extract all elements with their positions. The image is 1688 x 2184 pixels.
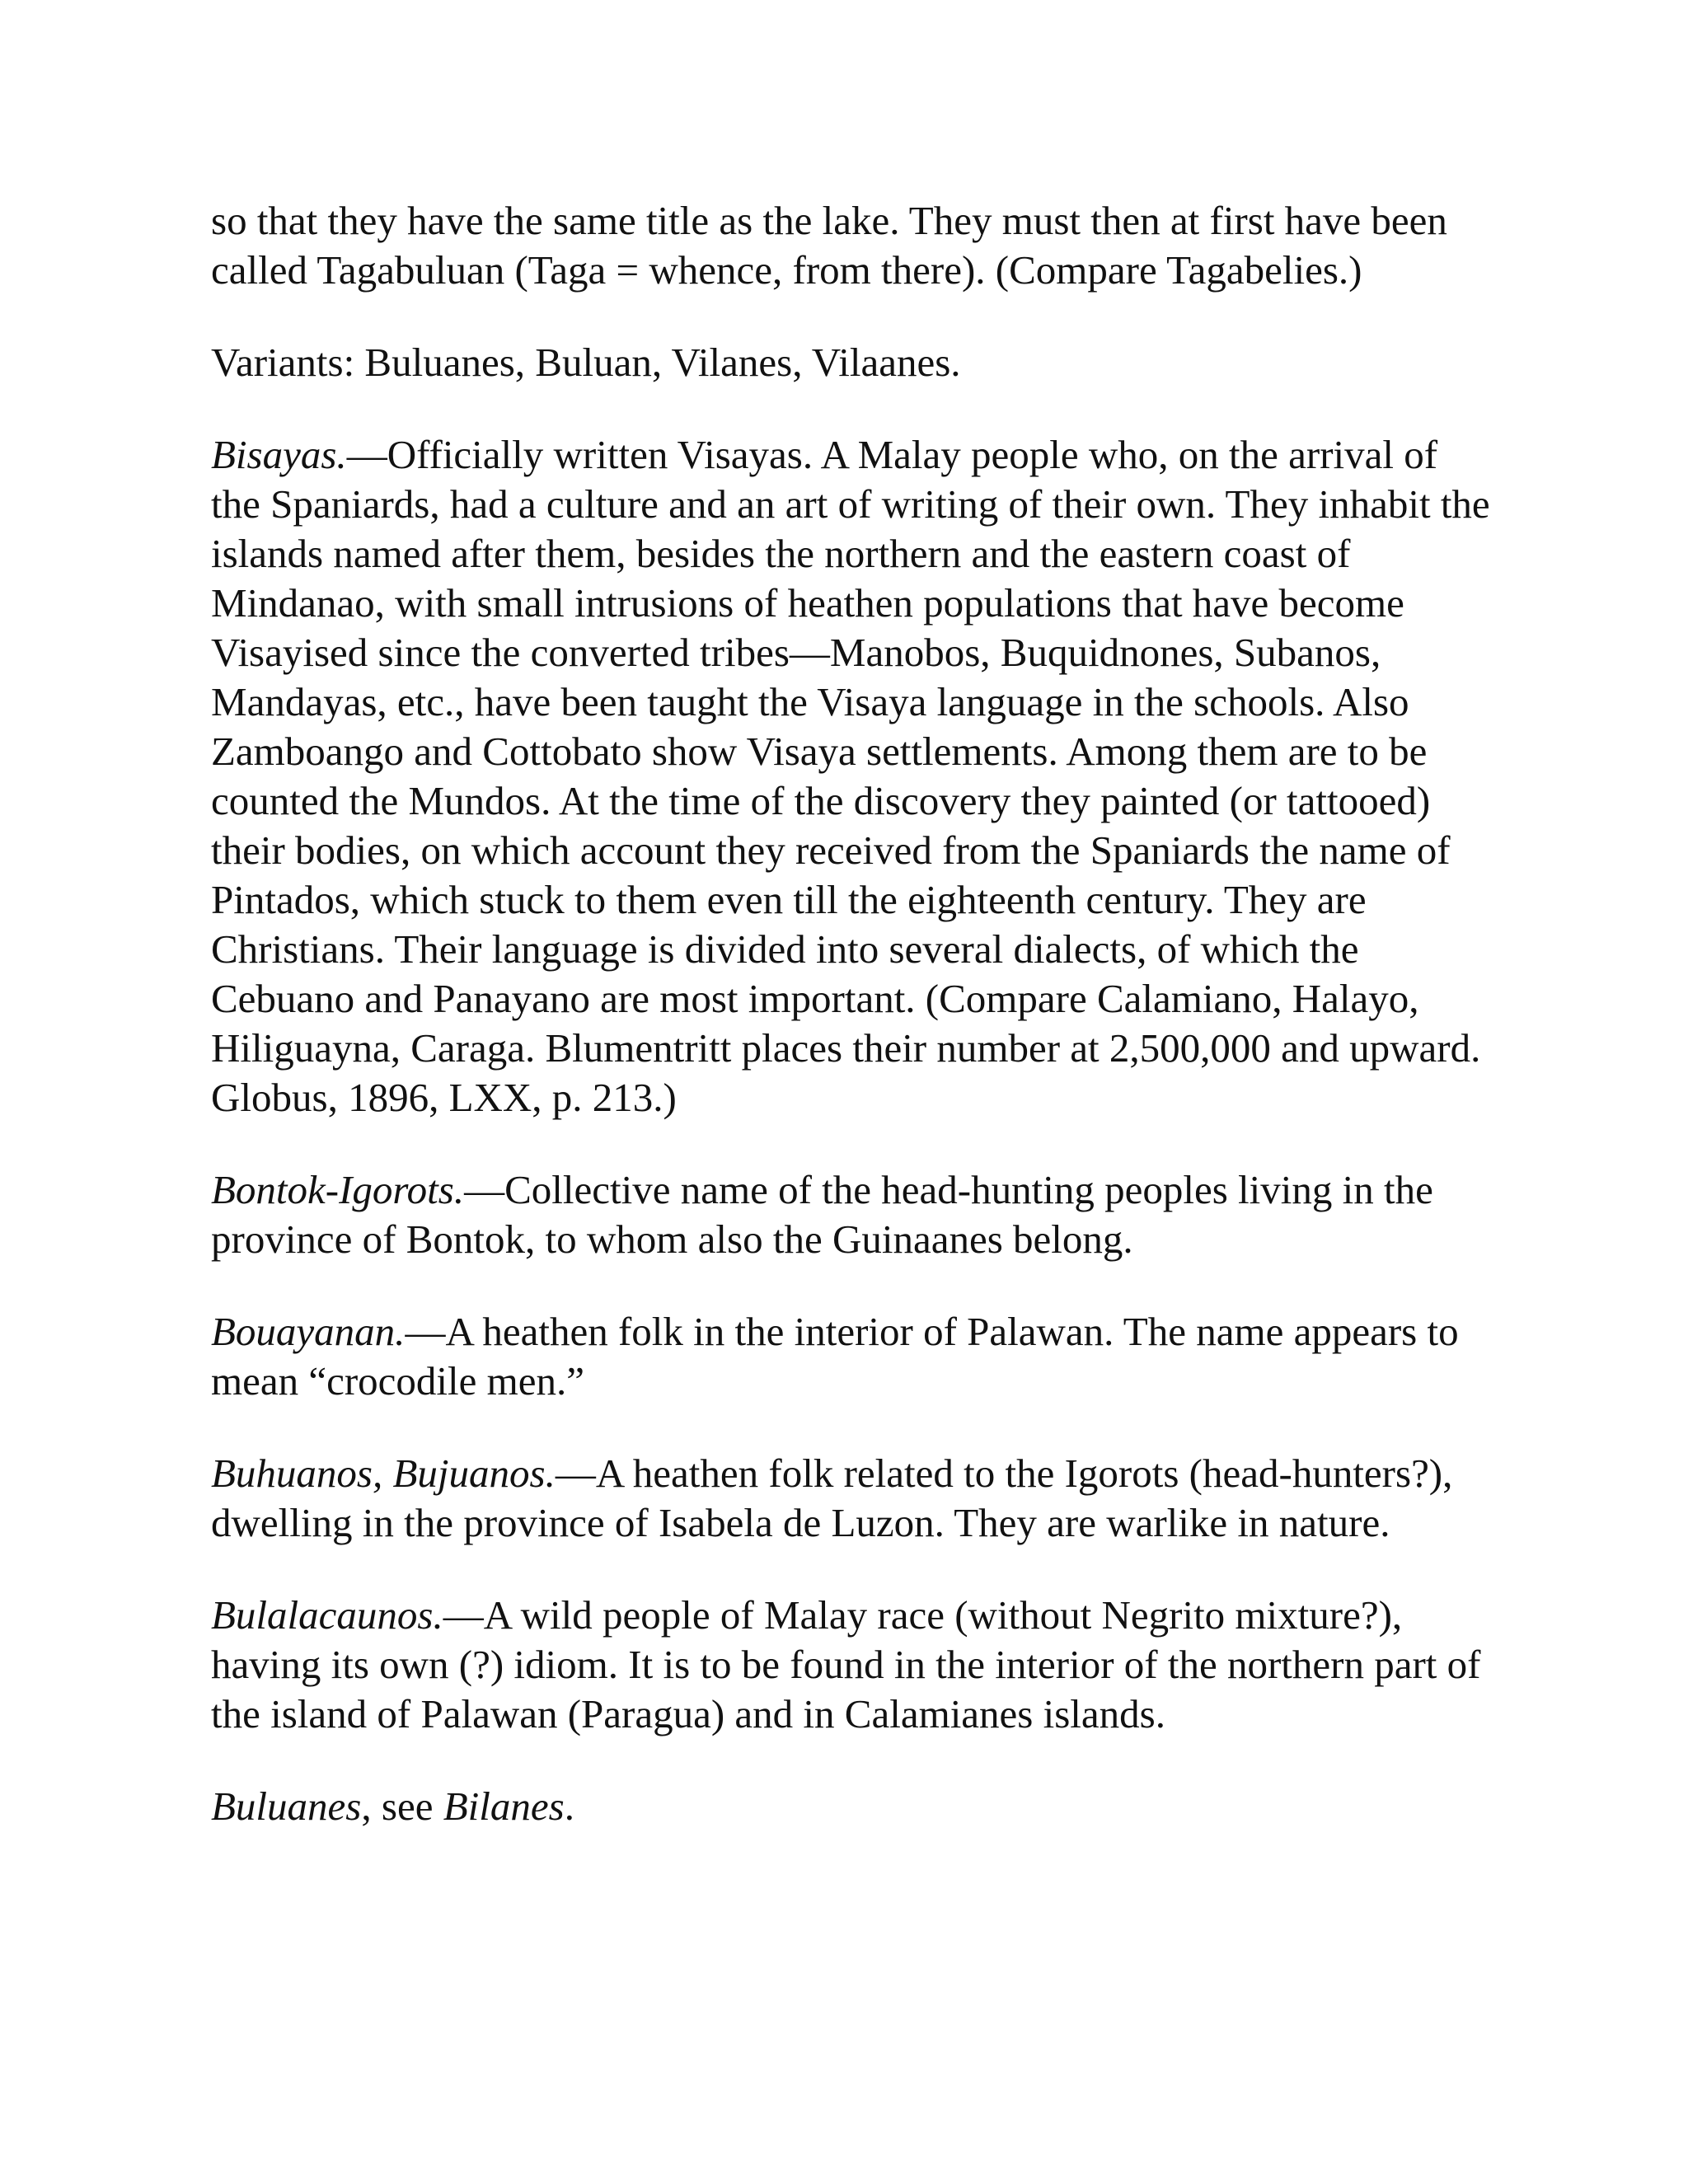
entry-buluanes	[211, 1782, 1497, 1831]
entry-text: —A heathen folk in the interior of Palawan. The name appears to mean “crocodile men.”	[211, 1309, 1459, 1404]
entry-bulalacaunos	[211, 1591, 1497, 1739]
entry-text: —A wild people of Malay race (without Negrito mixture?), having its own (?) idiom. It is to be found in the interior of the northern part of the island of Palawan (Paragua) and in Calamianes islands.	[211, 1592, 1481, 1736]
entry-text: —Collective name of the head-hunting peoples living in the province of Bontok, to whom also the Guinaanes belong.	[211, 1167, 1433, 1262]
cross-reference: Bilanes	[443, 1783, 565, 1829]
entry-term: Bulalacaunos.	[211, 1592, 443, 1638]
paragraph-text: so that they have the same title as the lake. They must then at first have been called Tagabuluan (Taga = whence, from there). (Compare Tagabelies.)	[211, 198, 1447, 293]
paragraph-text: Variants: Buluanes, Buluan, Vilanes, Vilaanes.	[211, 340, 961, 385]
entry-term: Bouayanan.	[211, 1309, 406, 1354]
entry-bouayanan	[211, 1307, 1497, 1406]
paragraph-continuation	[211, 196, 1497, 295]
entry-term: Bisayas.	[211, 432, 347, 477]
entry-text: , see	[361, 1783, 443, 1829]
entry-text: —Officially written Visayas. A Malay people who, on the arrival of the Spaniards, had a culture and an art of writing of their own. They inhabit the islands named after them, besides the northern and the eastern coast of Mindanao, with small intrusions of heathen populations that have become Visayised since the converted tribes—Manobos, Buquidnones, Subanos, Mandayas, etc., have been taught the Visaya language in the schools. Also Zamboango and Cottobato show Visaya settlements. Among them are to be counted the Mundos. At the time of the discovery they painted (or tattooed) their bodies, on which account they received from the Spaniards the name of Pintados, which stuck to them even till the eighteenth century. They are Christians. Their language is divided into several dialects, of which the Cebuano and Panayano are most important. (Compare Calamiano, Halayo, Hiliguayna, Caraga. Blumentritt places their number at 2,500,000 and upward. Globus, 1896, LXX, p. 213.)	[211, 432, 1490, 1120]
entry-term: Buluanes	[211, 1783, 362, 1829]
document-page	[211, 196, 1497, 1874]
entry-bontok-igorots	[211, 1165, 1497, 1264]
entry-bisayas	[211, 430, 1497, 1122]
entry-tail: .	[564, 1783, 574, 1829]
entry-term: Bontok-Igorots.	[211, 1167, 465, 1212]
paragraph-variants	[211, 338, 1497, 387]
entry-text: —A heathen folk related to the Igorots (head-hunters?), dwelling in the province of Isabela de Luzon. They are warlike in nature.	[211, 1451, 1453, 1545]
entry-buhuanos	[211, 1449, 1497, 1548]
entry-term: Buhuanos, Bujuanos.	[211, 1451, 556, 1496]
